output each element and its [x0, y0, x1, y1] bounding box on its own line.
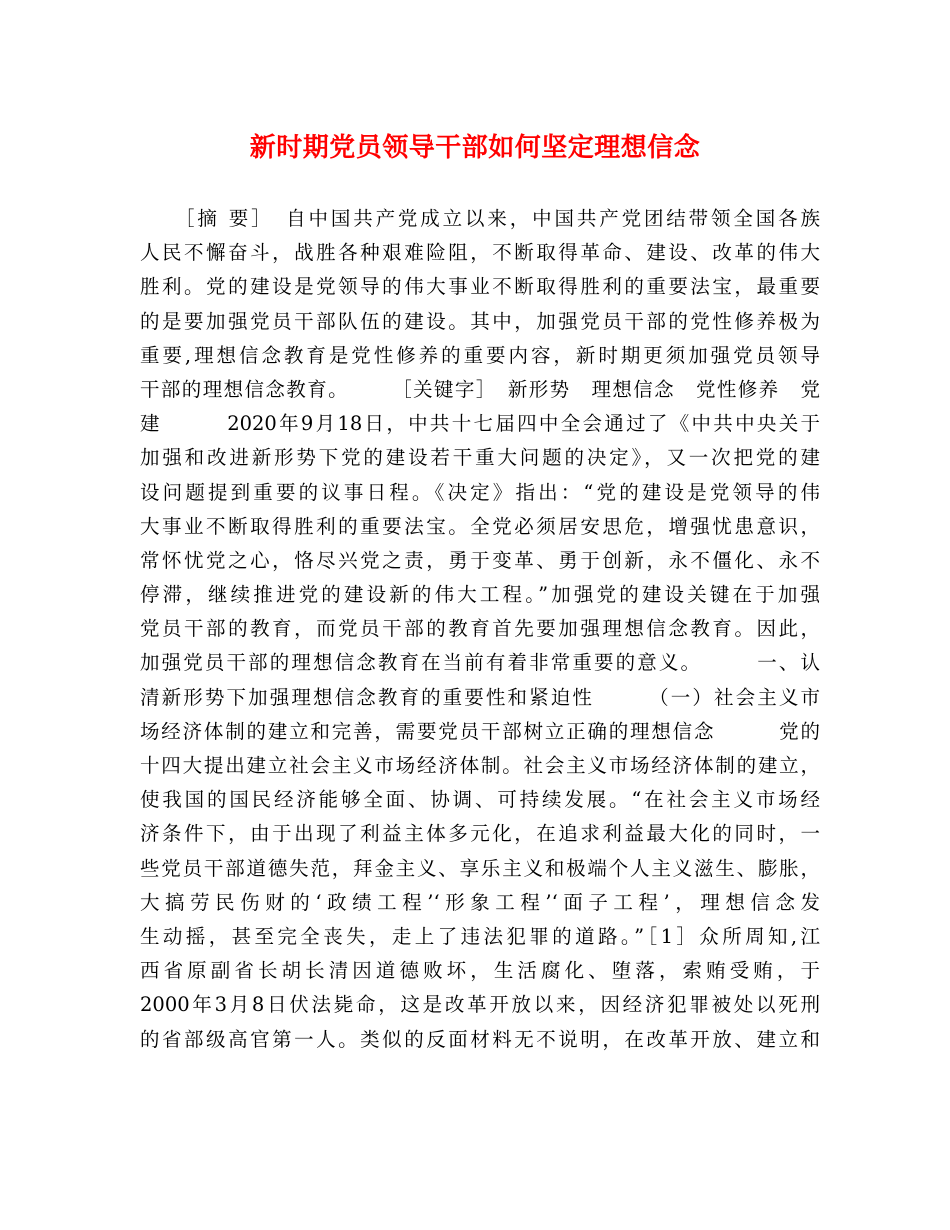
body-line: 济条件下，由于出现了利益主体多元化，在追求利益最大化的同时，一 [140, 822, 820, 846]
body-line: 人民不懈奋斗，战胜各种艰难险阻，不断取得革命、建设、改革的伟大 [140, 241, 820, 265]
body-line: 大搞劳民伤财的‘政绩工程’‘形象工程’‘面子工程’，理想信念发 [140, 890, 820, 914]
body-line: 设问题提到重要的议事日程。《决定》指出：“党的建设是党领导的伟 [140, 480, 820, 504]
body-line: 加强党员干部的理想信念教育在当前有着非常重要的意义。 一、认 [140, 651, 820, 675]
body-line: 加强和改进新形势下党的建设若干重大问题的决定》，又一次把党的建 [140, 446, 820, 470]
body-line: 的是要加强党员干部队伍的建设。其中，加强党员干部的党性修养极为 [140, 309, 820, 333]
body-line: 胜利。党的建设是党领导的伟大事业不断取得胜利的重要法宝，最重要 [140, 275, 820, 299]
body-line: 的省部级高官第一人。类似的反面材料无不说明，在改革开放、建立和 [140, 1027, 820, 1051]
body-line: 常怀忧党之心，恪尽兴党之责，勇于变革、勇于创新，永不僵化、永不 [140, 548, 820, 572]
body-line: 十四大提出建立社会主义市场经济体制。社会主义市场经济体制的建立， [140, 754, 820, 777]
body-line: 重要,理想信念教育是党性修养的重要内容，新时期更须加强党员领导 [140, 343, 820, 367]
body-line: 建 2020年9月18日，中共十七届四中全会通过了《中共中央关于 [140, 412, 820, 436]
document-body [140, 202, 820, 1057]
body-line: 党员干部的教育，而党员干部的教育首先要加强理想信念教育。因此， [140, 617, 820, 641]
body-line: 些党员干部道德失范，拜金主义、享乐主义和极端个人主义滋生、膨胀， [140, 856, 820, 880]
document-title: 新时期党员领导干部如何坚定理想信念 [249, 133, 701, 163]
body-line: ［摘 要］ 自中国共产党成立以来，中国共产党团结带领全国各族 [140, 207, 820, 230]
body-line: 场经济体制的建立和完善，需要党员干部树立正确的理想信念 党的 [140, 719, 820, 743]
body-line: 使我国的国民经济能够全面、协调、可持续发展。“在社会主义市场经 [140, 788, 820, 812]
body-line: 干部的理想信念教育。 ［关键字］ 新形势 理想信念 党性修养 党 [140, 377, 820, 401]
body-line: 大事业不断取得胜利的重要法宝。全党必须居安思危，增强忧患意识， [140, 514, 820, 538]
body-line: 清新形势下加强理想信念教育的重要性和紧迫性 （一）社会主义市 [140, 685, 820, 709]
body-line: 生动摇，甚至完全丧失，走上了违法犯罪的道路。”［1］众所周知,江 [140, 924, 820, 948]
body-line: 停滞，继续推进党的建设新的伟大工程。”加强党的建设关键在于加强 [140, 583, 820, 607]
body-line: 西省原副省长胡长清因道德败坏，生活腐化、堕落，索贿受贿，于 [140, 959, 820, 983]
body-line: 2000年3月8日伏法毙命，这是改革开放以来，因经济犯罪被处以死刑 [140, 993, 820, 1017]
